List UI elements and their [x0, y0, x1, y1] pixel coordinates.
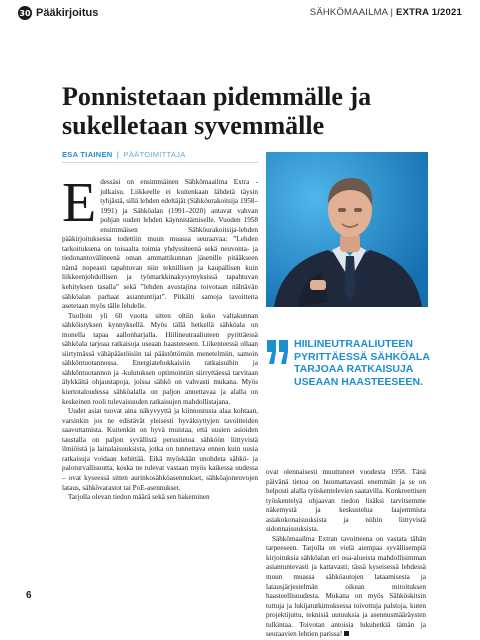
text-column-right [266, 468, 426, 640]
quotation-mark-icon [266, 340, 290, 366]
body-paragraph: ovat olennaisesti muuttuneet vuodesta 1958. Tänä päivänä tietoa on huomattavasti enemmän ja se on helposti alalla työskentelevien saatavilla. Konkreettisen työskentelyä ohjaavan tiedon lisäksi tarvitsemme näkemystä ja keskustelua laajemmista asiakokonaisuuksista ja niihin liittyvistä sidonnaisuuksista. [266, 468, 426, 534]
author-name: ESA TIAINEN [62, 150, 113, 159]
section-label-group [18, 6, 98, 20]
section-label: Pääkirjoitus [36, 7, 99, 19]
byline-separator: | [116, 150, 120, 159]
byline-divider [62, 162, 258, 163]
author-role: PÄÄTOIMITTAJA [123, 150, 186, 159]
text-column-left [62, 172, 258, 503]
body-paragraph: Tuolloin yli 60 vuotta sitten oltiin koko valtakunnan sähköistyksen kynnyksellä. Myös tällä hetkellä sähköala on monella tapaa aallonharjalla. Hiilineutraaliuteen pyrittäessä sähköala tarjoaa ratkaisuja useaan haasteeseen. Liikenteessä ollaan siirtymässä vähäpäästöisiin tai päästöttömiin menetelmiin, samoin sähköntuotannossa. Energiatehokkaisiin ratkaisuihin ja sähköntuotannon ja -kulutuksen optimointiin siirryttäessä tarvitaan älykkäitä ohjaustapoja, joissa sähkö on vahvasti mukana. Myös kiertotaloudessa sähköalalla on paljon annettavaa ja alalla on keskeinen rooli tulevaisuuden ratkaisujen mahdollistajana. [62, 311, 258, 406]
drop-cap: E [62, 172, 97, 234]
circle-logo-icon: 30 [18, 6, 32, 20]
author-photo [266, 152, 428, 307]
body-paragraph: Tarjolla olevan tiedon määrä sekä sen hakeminen [68, 493, 210, 502]
page-header [18, 4, 462, 26]
end-square-icon [344, 631, 349, 636]
body-paragraph [62, 172, 258, 312]
pull-quote-text: HIILINEUTRAALIUTEEN PYRITTÄESSÄ SÄHKÖALA TARJOAA RATKAISUJA USEAAN HAASTEESEEN. [294, 338, 430, 388]
issue-number: EXTRA 1/2021 [396, 7, 462, 18]
paragraph-text: dessäsi on ensimmäinen Sähkömaailma Extra -julkaisu. Liikkeelle ei kuitenkaan lähdetä täysin tyhjästä, sillä lehden edeltäjät (Sähköurakoitsija 1958–1991) ja Sähköalan (1991–2020) antavat vahvan pohjan uuden lehden käynnistämiselle. Vuoden 1958 ensimmäisen Sähköurakoitsija-lehden pääkirjoituksessa todettiin muun muassa seuraavaa: ”Lehden tarkoituksena on toisaalta toimia yhdyssiteenä sekä neuvonta- ja tiedonantovälineenä oman ammattikunnan jäsenille pitääkseen nämä nopeasti tapahtuvan niin teknillisen ja kaupallisen kuin liikkeenjohdollisen ja työmarkkinakysymyksissä tapahtuvan kehityksen tasalla” sekä ”lehden avustajina toivotaan nähtävän sähköalan parhaat asiantuntijat”. Pitkälti samoja tavoitteita asetetaan myös tälle lehdelle. [62, 178, 258, 311]
portrait-illustration [266, 152, 428, 307]
page-number: 6 [26, 590, 32, 601]
issue-label [310, 7, 462, 18]
article-title: Ponnistetaan pidemmälle ja sukelletaan syvemmälle [62, 82, 372, 140]
paragraph-text: Sähkömaailma Extran tavoitteena on vastata tähän tarpeeseen. Tarjolla on vielä aiempaa syvällisempiä kirjoituksia sähköalan eri osa-alueista mahdollisimman asiantuntevasti ja kattavasti; tässä kyseisessä lehdessä muun muassa sähköautojen lataamisesta ja latausjärjestelmän oikean mitoituksen haasteellisuudesta. Mukana on myös Sähköskitsin tuttuja ja lukijatutkimuksessa toivottuja palstoja, kuten projektijuttu, teknisiä uutuuksia ja asennusmääräysten tulkintaa. Toivotan antoisia lukuhetkiä tämän ja seuraavien lehtien parissa! [266, 534, 426, 639]
magazine-name: SÄHKÖMAAILMA | [309, 7, 397, 18]
body-paragraph: Uudet asiat tuovat aina näkyvyyttä ja kiinnostusta alaa kohtaan, varsinkin jos ne edistävät yleisesti hyväksyttyjen tavoitteiden saavuttamista. Kuitenkin on hyvä muistaa, että uusien asioiden taustalla on paljon syvällistä perustietoa sähköön liittyvistä ilmiöistä ja lainalaisuuksista, jotka on tunnettava ennen kuin uusia ratkaisuja voidaan kehittää. Eikä myöskään unohdeta sähkö- ja paloturvallisuutta, koska ne tulevat vastaan myös kaikessa uudessa – ovat kyseessä sitten aurinkosähköasennukset, sähköajoneuvojen lataus, sähkövarastot tai PoE-asennukset. [62, 407, 258, 492]
byline [62, 150, 186, 159]
body-paragraph [266, 535, 426, 640]
